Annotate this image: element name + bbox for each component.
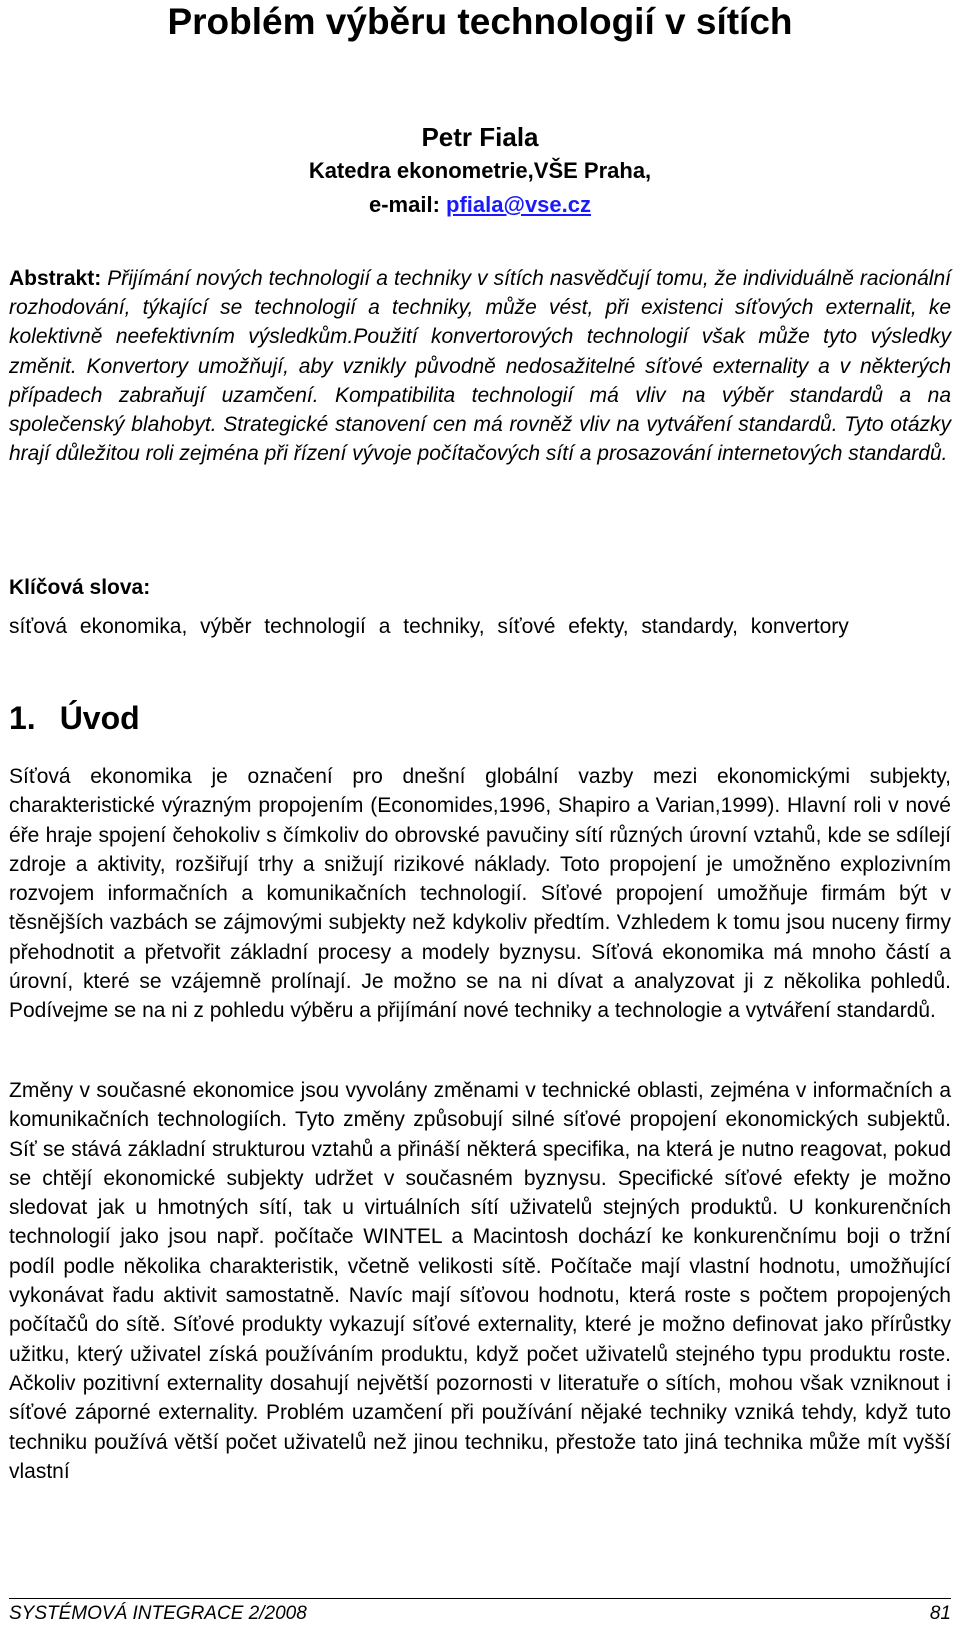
footer-page-number: 81: [929, 1603, 951, 1624]
abstract: [9, 264, 951, 468]
author-name: Petr Fiala: [421, 122, 539, 152]
author-affiliation: Katedra ekonometrie,VŠE Praha,: [308, 158, 652, 183]
abstract-text: Přijímání nových technologií a techniky v sítích nasvědčují tomu, že individuálně racionální rozhodování, týkající se technologií a techniky, může vést, při existenci síťových externalit, ke kolektivně neefektivním výsledkům.Použití konvertorových technologií však může tyto výsledky změnit. Konvertory umožňují, aby vznikly původně nedosažitelné síťové externality a v některých případech zabraňují uzamčení. Kompatibilita technologií má vliv na výběr standardů a na společenský blahobyt. Strategické stanovení cen má rovněž vliv na vytváření standardů. Tyto otázky hrají důležitou roli zejména při řízení vývoje počítačových sítí a prosazování internetových standardů.: [9, 267, 951, 466]
page-title: Problém výběru technologií v sítích: [167, 1, 793, 42]
footer-journal: SYSTÉMOVÁ INTEGRACE 2/2008: [9, 1603, 307, 1624]
section-heading: [9, 700, 140, 737]
abstract-label: Abstrakt:: [9, 267, 102, 290]
author-block: [0, 120, 960, 222]
footer-divider: [9, 1598, 951, 1599]
section-number: 1.: [9, 700, 36, 736]
keywords-heading: Klíčová slova:: [9, 576, 151, 599]
body-paragraph: Změny v současné ekonomice jsou vyvolány změnami v technické oblasti, zejména v informačních a komunikačních technologiích. Tyto změny způsobují silné síťové propojení ekonomických subjektů. Síť se stává základní strukturou vztahů a přináší některá specifika, na která je nutno reagovat, pokud se chtějí ekonomické subjekty udržet v současném byznysu. Specifické síťové efekty je možno sledovat jak u hmotných sítí, tak u virtuálních sítí uživatelů stejných produktů. U konkurenčních technologií jako jsou např. počítače WINTEL a Macintosh dochází ke konkurenčnímu boji o tržní podíl podle několika charakteristik, včetně velikosti sítě. Počítače mají vlastní hodnotu, umožňující vykonávat řadu aktivit samostatně. Navíc mají síťovou hodnotu, která roste s počtem propojených počítačů do sítě. Síťové produkty vykazují síťové externality, které je možno definovat jako přírůstky užitku, který uživatel získá používáním produktu, když počet uživatelů stejného typu produktu roste. Ačkoliv pozitivní externality dosahují největší pozornosti v literatuře o sítích, mohou však vzniknout i síťové záporné externality. Problém uzamčení při používání nějaké techniky vzniká tehdy, když tuto techniku používá větší počet uživatelů než jinou techniku, přestože tato jiná technika může mít vyšší vlastní: [9, 1079, 951, 1483]
author-contact: [0, 188, 960, 222]
email-link[interactable]: pfiala@vse.cz: [446, 192, 591, 217]
body-paragraph: Síťová ekonomika je označení pro dnešní globální vazby mezi ekonomickými subjekty, charakteristické výrazným propojením (Economides,1996, Shapiro a Varian,1999). Hlavní roli v nové éře hraje spojení čehokoliv s čímkoliv do obrovské pavučiny sítí různých úrovní vztahů, kde se sdílejí zdroje a aktivity, rozšiřují trhy a snižují rizikové náklady. Toto propojení je umožněno explozivním rozvojem informačních a komunikačních technologií. Síťové propojení umožňuje firmám být v těsnějších vazbách se zájmovými subjekty než kdykoliv předtím. Vzhledem k tomu jsou nuceny firmy přehodnotit a přetvořit základní procesy a modely byznysu. Síťová ekonomika má mnoho částí a úrovní, které se vzájemně prolínají. Je možno se na ni dívat a analyzovat ji z několika pohledů. Podívejme se na ni z pohledu výběru a přijímání nové techniky a technologie a vytváření standardů.: [9, 765, 951, 1023]
section-title: Úvod: [59, 700, 140, 736]
email-label: e-mail:: [369, 192, 447, 217]
keywords-text: síťová ekonomika, výběr technologií a techniky, síťové efekty, standardy, konvertory: [9, 615, 849, 638]
